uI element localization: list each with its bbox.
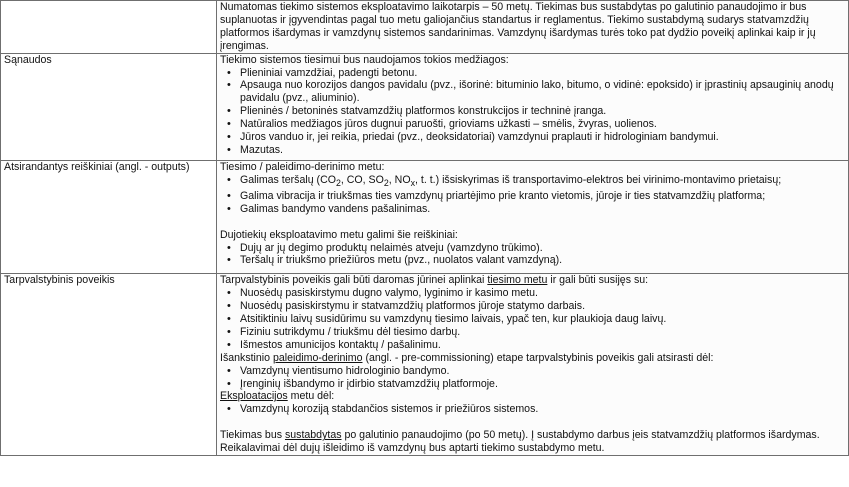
list-item: • Jūros vanduo ir, jei reikia, priedai (pvz., deoksidatoriai) vamzdynui praplauti ir hidrologiniam bandymui. (240, 131, 845, 144)
table-row-outputs (1, 160, 849, 273)
final-text: Tiekimas bus (220, 429, 285, 442)
row-label-costs: Sąnaudos (1, 53, 217, 160)
table-row-decommissioning (1, 1, 849, 54)
list-item: • Išmestos amunicijos kontaktų / pašalinimu. (240, 339, 845, 352)
operation-intro (220, 390, 845, 403)
spacer (220, 416, 845, 429)
row-content-costs (217, 53, 849, 160)
row-content-outputs (217, 160, 849, 273)
list-item: • Įrenginių išbandymo ir įdirbio statvamzdžių platformoje. (240, 378, 845, 391)
underlined-operation: Eksploatacijos (220, 390, 288, 403)
construction-impact-list (220, 287, 845, 352)
row-content-transboundary (217, 274, 849, 456)
list-item: • Dujų ar jų degimo produktų nelaimės atveju (vamzdyno trūkimo). (240, 242, 845, 255)
final-text-end: po galutinio panaudojimo (po 50 metų). Į sustabdymo darbus įeis statvamzdžių platformos išardymas. Reikalavimai dėl dujų išleidimo iš vamzdynų bus aptarti tiekimo sustabdymo metu. (220, 429, 820, 455)
decommissioning-text: Numatomas tiekimo sistemos eksploatavimo laikotarpis – 50 metų. Tiekimas bus sustabdytas po galutinio panaudojimo ir bus suplanuotas ir įgyvendintas pagal tuo metu galiojančius standartus ir reglamentus. Tiekimo sustabdymą sudarys statvamzdžių platformos išardymas ir vamzdynų sistemos sandarinimas. Vamzdynų išardymas turės toko pat dydžio poveikį aplinkai kaip ir jų įrengimas. (220, 1, 816, 52)
underlined-precommissioning: paleidimo-derinimo (273, 351, 363, 364)
list-item: • Plieniniai vamzdžiai, padengti betonu. (240, 67, 845, 80)
costs-intro: Tiekimo sistemos tiesimui bus naudojamos tokios medžiagos: (220, 53, 509, 66)
list-item: • Vamzdynų koroziją stabdančios sistemos ir priežiūros sistemos. (240, 403, 845, 416)
table-row-costs (1, 53, 849, 160)
emission-text-a: Galimas teršalų (CO (240, 173, 336, 186)
table-row-transboundary (1, 274, 849, 456)
subscript: 2 (383, 177, 389, 188)
outputs-intro: Tiesimo / paleidimo-derinimo metu: (220, 160, 385, 173)
list-item: • Fiziniu sutrikdymu / triukšmu dėl tiesimo darbų. (240, 326, 845, 339)
precommissioning-intro (220, 352, 845, 365)
operation-list (220, 403, 845, 416)
pre-text-end: (angl. - pre-commissioning) etape tarpvalstybinis poveikis gali atsirasti dėl: (362, 351, 714, 364)
spacer (220, 216, 845, 229)
precommissioning-list (220, 365, 845, 391)
op-text-end: metu dėl: (287, 390, 335, 403)
intro-text-end: ir gali būti susijęs su: (547, 274, 649, 287)
emission-text-b: , CO, SO (340, 173, 384, 186)
list-item: • Teršalų ir triukšmo priežiūros metu (pvz., nuolatos valant vamzdyną). (240, 254, 845, 267)
list-item: • Atsitiktiniu laivų susidūrimu su vamzdynų tiesimo laivais, ypač ten, kur plaukioja daug laivų. (240, 313, 845, 326)
operation-outputs-intro: Dujotiekių eksploatavimo metu galimi šie reiškiniai: (220, 228, 458, 241)
list-item: • Plieninės / betoninės statvamzdžių platformos konstrukcijos ir techninė įranga. (240, 105, 845, 118)
list-item: • Vamzdynų vientisumo hidrologinio bandymo. (240, 365, 845, 378)
row-label-transboundary: Tarpvalstybinis poveikis (1, 274, 217, 456)
list-item: • Apsauga nuo korozijos dangos pavidalu (pvz., išorinė: bituminio lako, bitumo, o vidinė: epoksido) ir įprastinių apsauginių anodų pavidalu (pvz., aliuminio). (240, 79, 845, 105)
underlined-suspended: sustabdytas (284, 429, 342, 442)
list-item: • Natūralios medžiagos jūros dugnui paruošti, grioviams užkasti – smėlis, žvyras, uolienos. (240, 118, 845, 131)
row-content-decommissioning (217, 1, 849, 54)
underlined-construction: tiesimo metu (487, 274, 548, 287)
list-item: • Mazutas. (240, 144, 845, 157)
operation-outputs-list (220, 242, 845, 268)
materials-list (220, 67, 845, 157)
list-item: • Nuosėdų pasiskirstymu ir statvamzdžių platformos jūroje statymo darbais. (240, 300, 845, 313)
transboundary-intro (220, 274, 845, 287)
emission-text-d: , t. t.) išsiskyrimas iš transportavimo-elektros bei virinimo-montavimo prietaisų; (415, 173, 782, 186)
construction-outputs-list (220, 174, 845, 216)
list-item: • Nuosėdų pasiskirstymu dugno valymo, lyginimo ir kasimo metu. (240, 287, 845, 300)
row-label-empty (1, 1, 217, 54)
final-paragraph (220, 429, 845, 455)
row-label-outputs: Atsirandantys reiškiniai (angl. - outputs) (1, 160, 217, 273)
pre-text: Išankstinio (220, 351, 273, 364)
list-item (240, 174, 845, 190)
intro-text: Tarpvalstybinis poveikis gali būti daromas jūrinei aplinkai (220, 274, 488, 287)
list-item: • Galimas bandymo vandens pašalinimas. (240, 203, 845, 216)
list-item: • Galima vibracija ir triukšmas ties vamzdynų priartėjimo prie kranto vietomis, jūroje ir ties statvamzdžių platforma; (240, 190, 845, 203)
emission-text-c: , NO (388, 173, 411, 186)
subscript: 2 (335, 177, 341, 188)
subscript: x (410, 177, 415, 188)
